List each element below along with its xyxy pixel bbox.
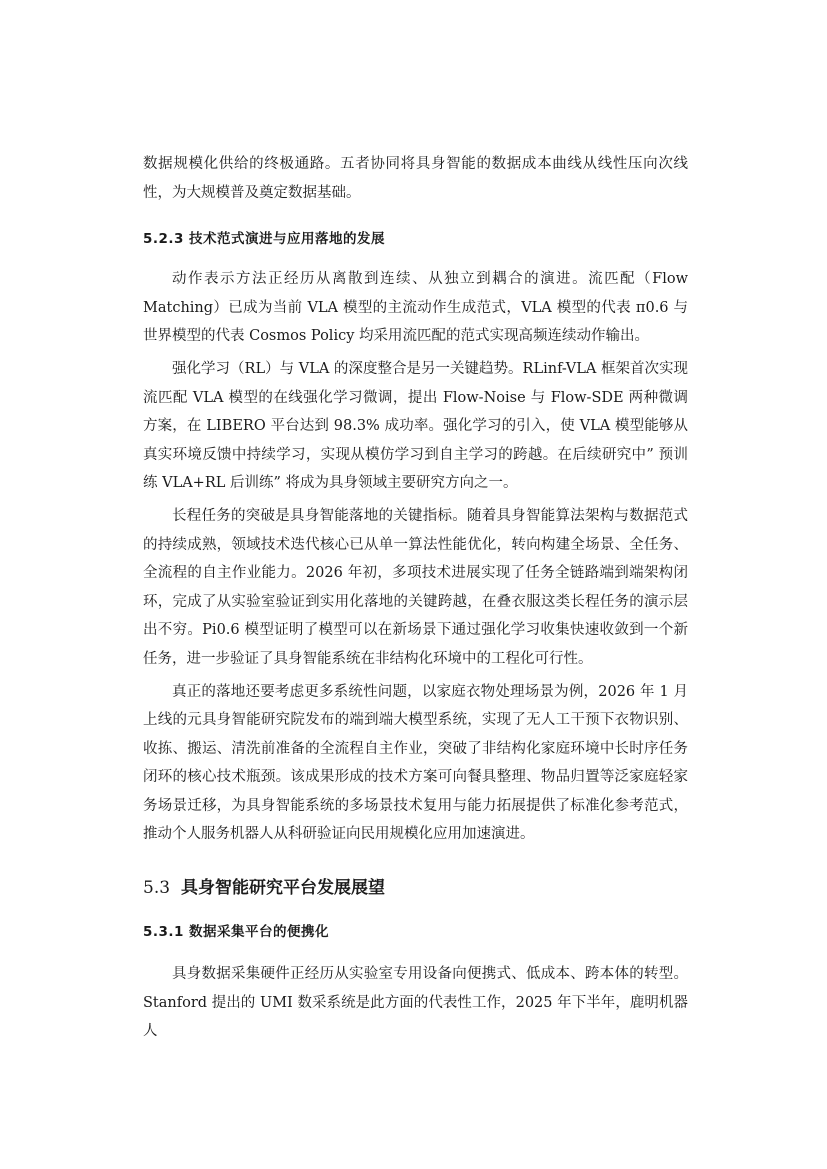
paragraph-deployment: 真正的落地还要考虑更多系统性问题，以家庭衣物处理场景为例，2026 年 1 月上线的元具身智能研究院发布的端到端大模型系统，实现了无人工干预下衣物识别、收拣、搬运、清洗前准备的全流程自主作业，突破了非结构化家庭环境中长时序任务闭环的核心技术瓶颈。该成果形成的技术方案可向餐具整理、物品归置等泛家庭轻家务场景迁移，为具身智能系统的多场景技术复用与能力拓展提供了标准化参考范式，推动个人服务机器人从科研验证向民用规模化应用加速演进。 — [143, 683, 688, 843]
section-number: 5.3.1 — [143, 924, 184, 941]
section-title: 数据采集平台的便携化 — [189, 924, 329, 941]
section-title: 具身智能研究平台发展展望 — [181, 878, 385, 899]
section-number: 5.3 — [143, 878, 171, 899]
section-heading-5-3-1 — [143, 920, 688, 940]
page-content — [143, 150, 688, 1046]
section-heading-5-2-3 — [143, 227, 688, 247]
section-number: 5.2.3 — [143, 231, 184, 248]
paragraph-long-horizon-tasks: 长程任务的突破是具身智能落地的关键指标。随着具身智能算法架构与数据范式的持续成熟，领域技术迭代核心已从单一算法性能优化，转向构建全场景、全任务、全流程的自主作业能力。2026 年初，多项技术进展实现了任务全链路端到端架构闭环，完成了从实验室验证到实用化落地的关键跨越，在叠衣服这类长程任务的演示层出不穷。Pi0.6 模型证明了模型可以在新场景下通过强化学习收集快速收敛到一个新任务，进一步验证了具身智能系统在非结构化环境中的工程化可行性。 — [143, 507, 688, 667]
paragraph-action-representation: 动作表示方法正经历从离散到连续、从独立到耦合的演进。流匹配（Flow Matching）已成为当前 VLA 模型的主流动作生成范式，VLA 模型的代表 π0.6 与世界模型的代表 Cosmos Policy 均采用流匹配的范式实现高频连续动作输出。 — [143, 271, 688, 345]
section-title: 技术范式演进与应用落地的发展 — [189, 231, 385, 248]
paragraph-reinforcement-learning: 强化学习（RL）与 VLA 的深度整合是另一关键趋势。RLinf-VLA 框架首次实现流匹配 VLA 模型的在线强化学习微调，提出 Flow-Noise 与 Flow-SDE 两种微调方案，在 LIBERO 平台达到 98.3% 成功率。强化学习的引入，使 VLA 模型能够从真实环境反馈中持续学习，实现从模仿学习到自主学习的跨越。在后续研究中” 预训练 VLA+RL 后训练” 将成为具身领域主要研究方向之一。 — [143, 360, 688, 492]
paragraph-data-collection-hardware: 具身数据采集硬件正经历从实验室专用设备向便携式、低成本、跨本体的转型。Stanford 提出的 UMI 数采系统是此方面的代表性工作，2025 年下半年，鹿明机器人 — [143, 966, 688, 1040]
section-heading-5-3 — [143, 873, 688, 898]
paragraph-continuation: 数据规模化供给的终极通路。五者协同将具身智能的数据成本曲线从线性压向次线性，为大规模普及奠定数据基础。 — [143, 156, 688, 201]
